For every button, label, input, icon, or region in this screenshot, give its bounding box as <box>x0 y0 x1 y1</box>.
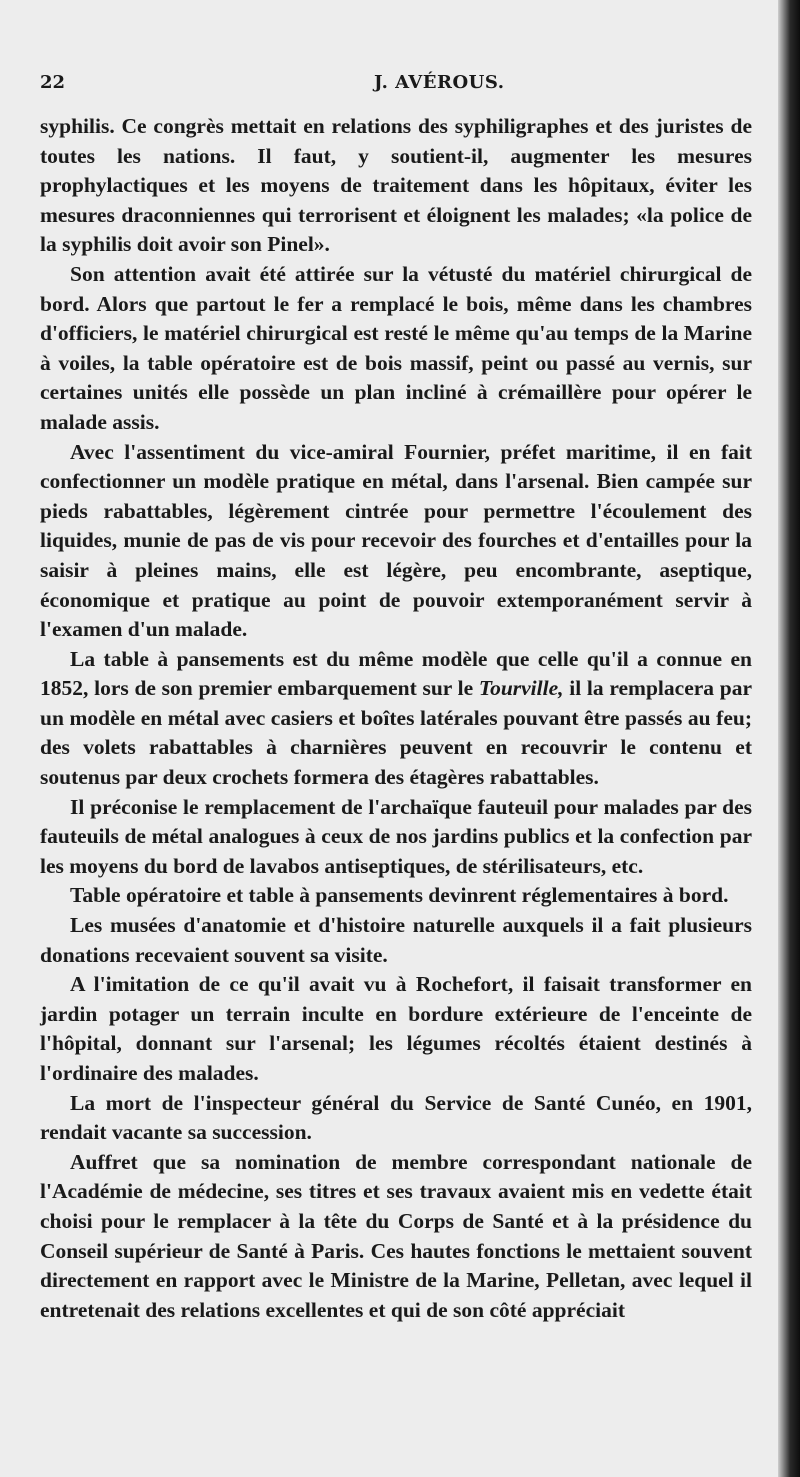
paragraph: Avec l'assentiment du vice-amiral Fournier, préfet maritime, il en fait confectionner un modèle pratique en métal, dans l'arsenal. Bien campée sur pieds rabattables, légèrement cintrée pour permettre l'écoulement des liquides, munie de pas de vis pour recevoir des fourches et d'entailles pour la saisir à pleines mains, elle est légère, peu encombrante, aseptique, économique et pratique au point de pouvoir extemporanément servir à l'examen d'un malade. <box>40 439 752 642</box>
page-number: 22 <box>40 72 66 93</box>
ship-name: Tourville, <box>478 676 564 701</box>
paragraph: La mort de l'inspecteur général du Service de Santé Cunéo, en 1901, rendait vacante sa succession. <box>40 1090 752 1145</box>
paragraph: Table opératoire et table à pansements devinrent réglementaires à bord. <box>70 883 729 908</box>
paragraph-text: il la remplacera par un modèle en métal avec casiers et boîtes latérales pouvant être passés au feu; des volets rabattables à charnières peuvent en recouvrir le contenu et soutenus par deux crochets formera des étagères rabattables. <box>40 676 752 790</box>
paragraph <box>40 645 752 793</box>
paragraph: Son attention avait été attirée sur la vétusté du matériel chirurgical de bord. Alors que partout le fer a remplacé le bois, même dans les chambres d'officiers, le matériel chirurgical est resté le même qu'au temps de la Marine à voiles, la table opératoire est de bois massif, peint ou passé au vernis, sur certaines unités elle possède un plan incliné à crémaillère pour opérer le malade assis. <box>40 261 752 434</box>
running-head: J. AVÉROUS. <box>374 72 505 93</box>
book-spine-shadow <box>778 0 800 1477</box>
page-header <box>36 72 740 102</box>
paragraph: A l'imitation de ce qu'il avait vu à Rochefort, il faisait transformer en jardin potager un terrain inculte en bordure extérieure de l'enceinte de l'hôpital, donnant sur l'arsenal; les légumes récoltés étaient destinés à l'ordinaire des malades. <box>40 972 752 1085</box>
paragraph-text: La table à pansements est du même modèle que celle qu'il a connue en 1852, lors de son premier embarquement sur le <box>40 646 752 701</box>
paragraph: syphilis. Ce congrès mettait en relations des syphiligraphes et des juristes de toutes les nations. Il faut, y soutient-il, augmenter les mesures prophylactiques et les moyens de traitement dans les hôpitaux, éviter les mesures draconniennes qui terrorisent et éloignent les malades; «la police de la syphilis doit avoir son Pinel». <box>40 114 752 257</box>
body-text <box>40 112 752 1325</box>
paragraph: Les musées d'anatomie et d'histoire naturelle auxquels il a fait plusieurs donations recevaient souvent sa visite. <box>40 913 752 967</box>
paragraph: Auffret que sa nomination de membre correspondant nationale de l'Académie de médecine, ses titres et ses travaux avaient mis en vedette était choisi pour le remplacer à la tête du Corps de Santé et à la présidence du Conseil supérieur de Santé à Paris. Ces hautes fonctions le mettaient souvent directement en rapport avec le Ministre de la Marine, Pelletan, avec lequel il entretenait des relations excellentes et qui de son côté appréciait <box>40 1149 752 1322</box>
paragraph: Il préconise le remplacement de l'archaïque fauteuil pour malades par des fauteuils de métal analogues à ceux de nos jardins publics et la confection par les moyens du bord de lavabos antiseptiques, de stérilisateurs, etc. <box>40 794 752 878</box>
